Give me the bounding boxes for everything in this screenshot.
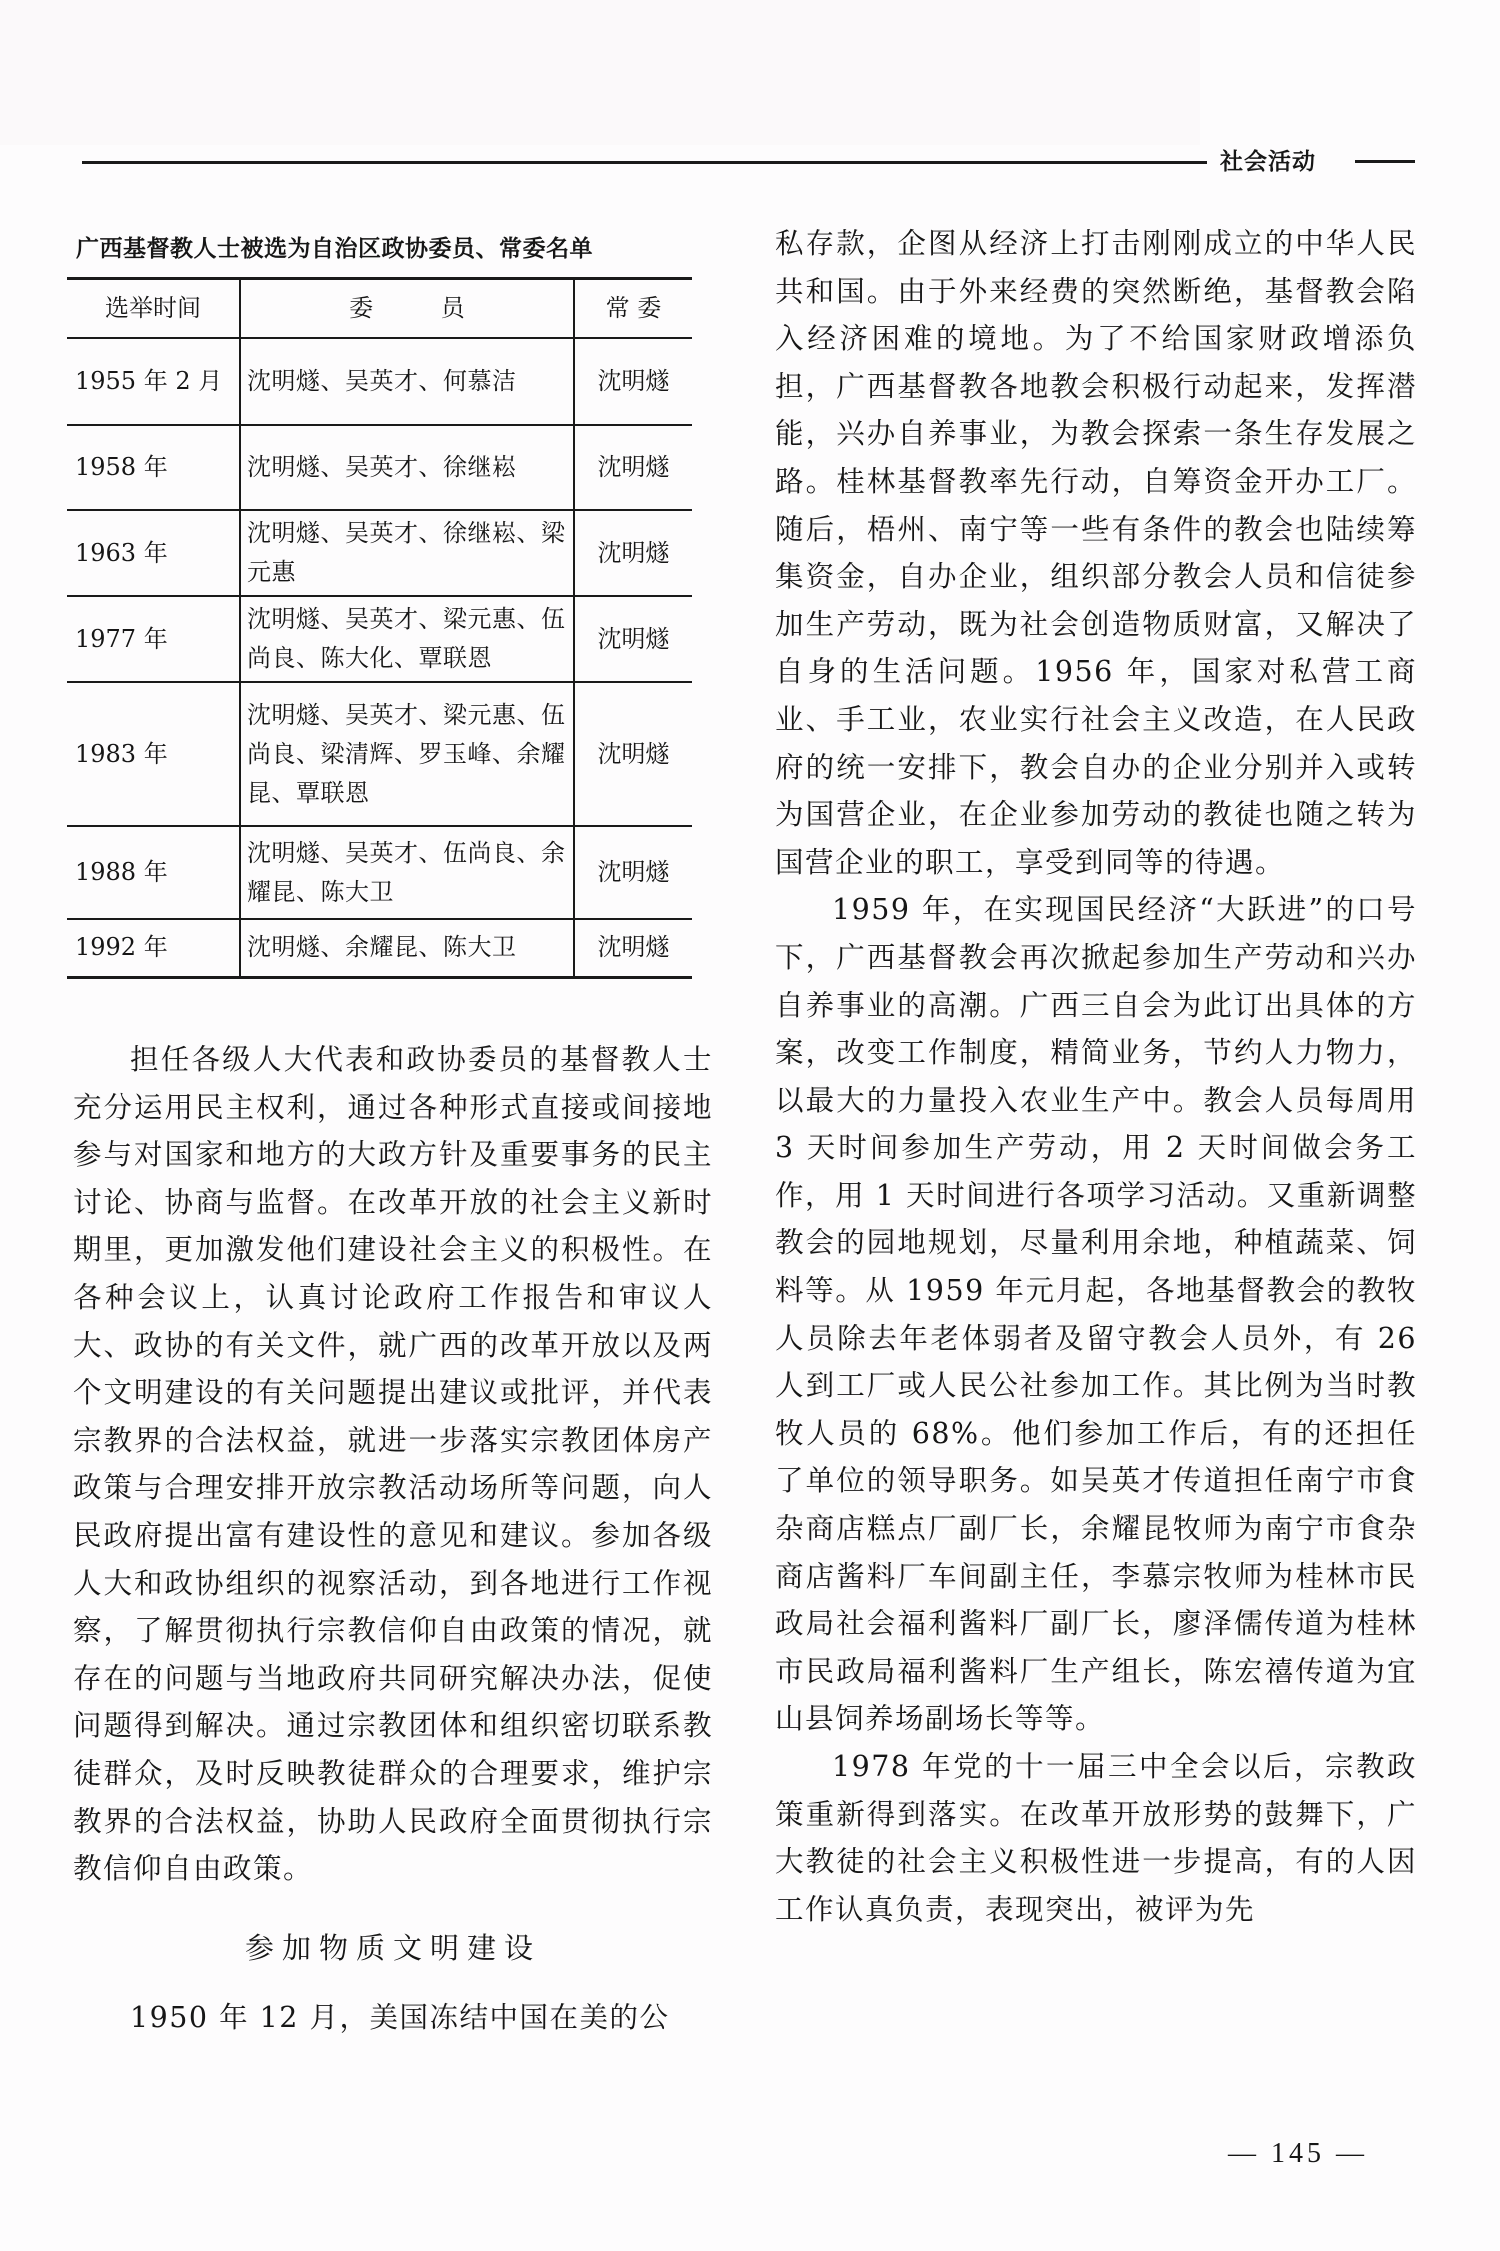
paragraph: 担任各级人大代表和政协委员的基督教人士充分运用民主权利，通过各种形式直接或间接地参与对国家和地方的大政方针及重要事务的民主讨论、协商与监督。在改革开放的社会主义新时期里，更加激发他们建设社会主义的积极性。在各种会议上，认真讨论政府工作报告和审议人大、政协的有关文件，就广西的改革开放以及两个文明建设的有关问题提出建议或批评，并代表宗教界的合法权益，就进一步落实宗教团体房产政策与合理安排开放宗教活动场所等问题，向人民政府提出富有建设性的意见和建议。参加各级人大和政协组织的视察活动，到各地进行工作视察，了解贯彻执行宗教信仰自由政策的情况，就存在的问题与当地政府共同研究解决办法，促使问题得到解决。通过宗教团体和组织密切联系教徒群众，及时反映教徒群众的合理要求，维护宗教界的合法权益，协助人民政府全面贯彻执行宗教信仰自由政策。 xyxy=(73,1043,713,1886)
header-rule-end xyxy=(1355,160,1415,163)
cell-time: 1992 年 xyxy=(67,919,240,977)
cell-time: 1958 年 xyxy=(67,425,240,510)
cell-members: 沈明燧、吴英才、梁元惠、伍尚良、梁清辉、罗玉峰、余耀昆、覃联恩 xyxy=(240,682,574,826)
column-header-standing: 常 委 xyxy=(574,279,692,339)
header-rule xyxy=(82,161,1207,164)
cell-standing: 沈明燧 xyxy=(574,338,692,425)
column-header-members: 委 员 xyxy=(240,279,574,339)
page-number: — 145 — xyxy=(1228,2138,1368,2169)
cell-members: 沈明燧、吴英才、梁元惠、伍尚良、陈大化、覃联恩 xyxy=(240,596,574,682)
running-header-section: 社会活动 xyxy=(1220,149,1316,175)
cell-members: 沈明燧、吴英才、徐继崧、梁元惠 xyxy=(240,510,574,596)
column-header-time: 选举时间 xyxy=(67,279,240,339)
cell-members: 沈明燧、吴英才、徐继崧 xyxy=(240,425,574,510)
cell-standing: 沈明燧 xyxy=(574,510,692,596)
cell-standing: 沈明燧 xyxy=(574,826,692,919)
table-row xyxy=(67,919,692,977)
cell-standing: 沈明燧 xyxy=(574,596,692,682)
paragraph: 1950 年 12 月，美国冻结中国在美的公 xyxy=(130,2001,670,2035)
section-subheading: 参加物质文明建设 xyxy=(244,1930,541,1965)
cell-members: 沈明燧、吴英才、伍尚良、余耀昆、陈大卫 xyxy=(240,826,574,919)
paragraph: 1978 年党的十一届三中全会以后，宗教政策重新得到落实。在改革开放形势的鼓舞下，广大教徒的社会主义积极性进一步提高，有的人因工作认真负责，表现突出，被评为先 xyxy=(775,1750,1417,1926)
table-row xyxy=(67,682,692,826)
cell-time: 1963 年 xyxy=(67,510,240,596)
cell-time: 1983 年 xyxy=(67,682,240,826)
cell-members: 沈明燧、吴英才、何慕洁 xyxy=(240,338,574,425)
cell-standing: 沈明燧 xyxy=(574,919,692,977)
table-row xyxy=(67,425,692,510)
paragraph: 私存款，企图从经济上打击刚刚成立的中华人民共和国。由于外来经费的突然断绝，基督教会陷入经济困难的境地。为了不给国家财政增添负担，广西基督教各地教会积极行动起来，发挥潜能，兴办自养事业，为教会探索一条生存发展之路。桂林基督教率先行动，自筹资金开办工厂。随后，梧州、南宁等一些有条件的教会也陆续筹集资金，自办企业，组织部分教会人员和信徒参加生产劳动，既为社会创造物质财富，又解决了自身的生活问题。1956 年，国家对私营工商业、手工业，农业实行社会主义改造，在人民政府的统一安排下，教会自办的企业分别并入或转为国营企业，在企业参加劳动的教徒也随之转为国营企业的职工，享受到同等的待遇。 xyxy=(775,227,1417,879)
table-row xyxy=(67,510,692,596)
paragraph: 1959 年，在实现国民经济“大跃进”的口号下，广西基督教会再次掀起参加生产劳动和兴办自养事业的高潮。广西三自会为此订出具体的方案，改变工作制度，精简业务，节约人力物力，以最大的力量投入农业生产中。教会人员每周用 3 天时间参加生产劳动，用 2 天时间做会务工作，用 1 天时间进行各项学习活动。又重新调整教会的园地规划，尽量利用余地，种植蔬菜、饲料等。从 1959 年元月起，各地基督教会的教牧人员除去年老体弱者及留守教会人员外，有 26 人到工厂或人民公社参加工作。其比例为当时教牧人员的 68%。他们参加工作后，有的还担任了单位的领导职务。如吴英才传道担任南宁市食杂商店糕点厂副厂长，余耀昆牧师为南宁市食杂商店酱料厂车间副主任，李慕宗牧师为桂林市民政局社会福利酱料厂副厂长，廖泽儒传道为桂林市民政局福利酱料厂生产组长，陈宏禧传道为宜山县饲养场副场长等等。 xyxy=(775,893,1417,1736)
scan-shading xyxy=(0,0,1200,145)
table-row xyxy=(67,338,692,425)
table-row xyxy=(67,596,692,682)
cell-standing: 沈明燧 xyxy=(574,425,692,510)
right-text-column xyxy=(775,220,1417,1933)
cell-time: 1988 年 xyxy=(67,826,240,919)
cell-members: 沈明燧、余耀昆、陈大卫 xyxy=(240,919,574,977)
committee-roster-table xyxy=(67,277,692,979)
left-text-column xyxy=(73,1036,713,2042)
table-header-row xyxy=(67,279,692,339)
cell-time: 1977 年 xyxy=(67,596,240,682)
table-title: 广西基督教人士被选为自治区政协委员、常委名单 xyxy=(76,236,593,262)
cell-time: 1955 年 2 月 xyxy=(67,338,240,425)
table-row xyxy=(67,826,692,919)
cell-standing: 沈明燧 xyxy=(574,682,692,826)
